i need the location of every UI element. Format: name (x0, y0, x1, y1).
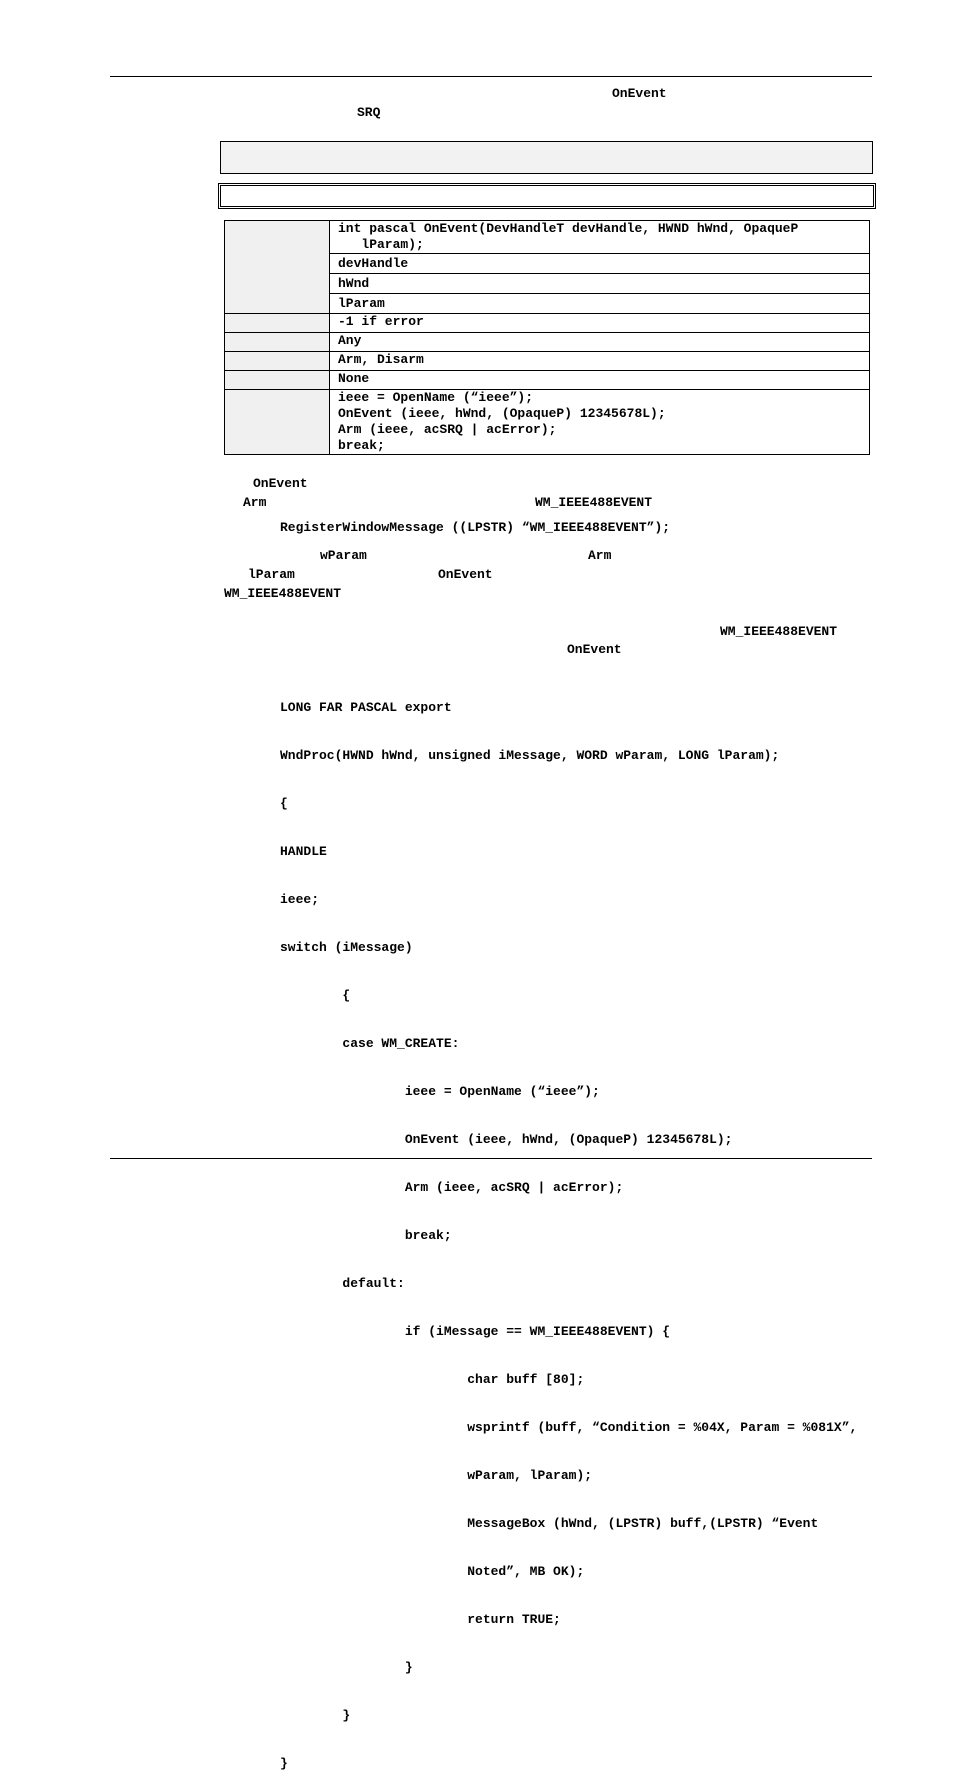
code-line: } (280, 1708, 351, 1723)
related-label-cell (225, 352, 330, 371)
code-line: } (280, 1660, 413, 1675)
code-line: wParam, lParam); (280, 1468, 593, 1483)
code-line: MessageBox (hWnd, (LPSTR) buff,(LPSTR) “Event (280, 1516, 819, 1531)
example-cell (330, 390, 870, 455)
register-window-message-call: RegisterWindowMessage ((LPSTR) “WM_IEEE488EVENT”); (280, 520, 671, 535)
code-line: Arm (ieee, acSRQ | acError); (280, 1180, 624, 1195)
function-title-box (220, 141, 873, 174)
device-type-cell: Any (330, 333, 870, 352)
returns-cell: -1 if error (330, 314, 870, 333)
body-onevent-2: OnEvent (438, 567, 493, 582)
code-line: char buff [80]; (280, 1372, 585, 1387)
example-line-1: ieee = OpenName (“ieee”); (338, 390, 534, 405)
code-line: default: (280, 1276, 405, 1291)
table-row (225, 221, 870, 254)
code-line: wsprintf (buff, “Condition = %04X, Param = %081X”, (280, 1420, 858, 1435)
code-line: { (280, 796, 288, 811)
code-line: { (280, 988, 351, 1003)
table-row (225, 352, 870, 371)
param-lparam: lParam (330, 294, 870, 314)
param-hwnd: hWnd (330, 274, 870, 294)
declaration-cell (330, 221, 870, 254)
body-arm-2: Arm (588, 548, 612, 563)
code-line: HANDLE (280, 844, 327, 859)
intro-onevent: OnEvent (612, 86, 667, 101)
level-label-cell (225, 371, 330, 390)
code-line: LONG FAR PASCAL export (280, 700, 452, 715)
example-line-4: break; (338, 438, 385, 453)
body-wm-ieee488event-1: WM_IEEE488EVENT (535, 495, 653, 510)
code-line: return TRUE; (280, 1612, 561, 1627)
example-label-cell (225, 390, 330, 455)
param-devhandle: devHandle (330, 254, 870, 274)
code-example (280, 668, 857, 1788)
top-rule (110, 76, 872, 77)
code-line: OnEvent (ieee, hWnd, (OpaqueP) 12345678L); (280, 1132, 733, 1147)
code-line: ieee = OpenName (“ieee”); (280, 1084, 600, 1099)
related-cell: Arm, Disarm (330, 352, 870, 371)
level-cell: None (330, 371, 870, 390)
body-lparam: lParam (248, 567, 295, 582)
code-line: } (280, 1756, 288, 1771)
returns-label-cell (225, 314, 330, 333)
declaration-line-2: lParam); (338, 237, 424, 252)
declaration-line-1: int pascal OnEvent(DevHandleT devHandle, HWND hWnd, OpaqueP (338, 221, 799, 236)
table-row (225, 333, 870, 352)
body-wm-ieee488event-3: WM_IEEE488EVENT (720, 624, 838, 639)
syntax-table (224, 220, 870, 455)
code-line: case WM_CREATE: (280, 1036, 460, 1051)
code-line: ieee; (280, 892, 320, 907)
table-row (225, 314, 870, 333)
code-line: switch (iMessage) (280, 940, 413, 955)
code-line: if (iMessage == WM_IEEE488EVENT) { (280, 1324, 671, 1339)
body-onevent-3: OnEvent (567, 642, 622, 657)
code-line: break; (280, 1228, 452, 1243)
table-row (225, 390, 870, 455)
table-row (225, 371, 870, 390)
syntax-label-cell (225, 221, 330, 314)
body-arm-1: Arm (243, 495, 267, 510)
body-wparam: wParam (320, 548, 367, 563)
intro-srq: SRQ (357, 105, 381, 120)
bottom-rule (110, 1158, 872, 1159)
device-type-label-cell (225, 333, 330, 352)
body-onevent-1: OnEvent (253, 476, 308, 491)
example-line-3: Arm (ieee, acSRQ | acError); (338, 422, 557, 437)
code-line: Noted”, MB OK); (280, 1564, 585, 1579)
function-description-box (218, 183, 876, 209)
code-line: WndProc(HWND hWnd, unsigned iMessage, WORD wParam, LONG lParam); (280, 748, 780, 763)
body-wm-ieee488event-2: WM_IEEE488EVENT (224, 586, 342, 601)
example-line-2: OnEvent (ieee, hWnd, (OpaqueP) 12345678L); (338, 406, 666, 421)
